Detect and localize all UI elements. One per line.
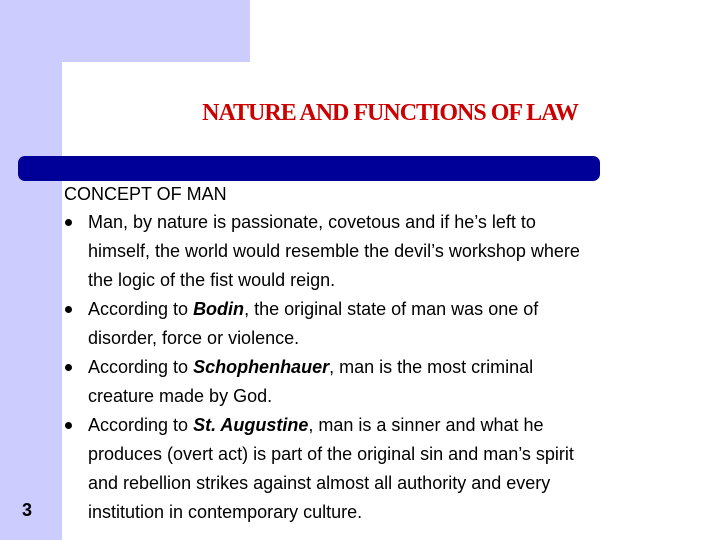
bullet-line: institution in contemporary culture. [88, 502, 363, 522]
slide-content [62, 181, 708, 527]
bullet-line [88, 353, 708, 382]
bullet-text: According to [88, 415, 194, 435]
bullet-text: , the original state of man was one of [244, 299, 539, 319]
emphasized-name: Schophenhauer [193, 357, 330, 377]
bullet-line: disorder, force or violence. [88, 328, 300, 348]
emphasized-name: Bodin [193, 299, 245, 319]
bullet-line: creature made by God. [88, 386, 273, 406]
bullet-text: According to [88, 299, 194, 319]
slide-title: NATURE AND FUNCTIONS OF LAW [202, 100, 578, 126]
bullet-dot-icon [65, 219, 72, 226]
section-heading: CONCEPT OF MAN [64, 184, 227, 204]
emphasized-name: St. Augustine [193, 415, 309, 435]
bullet-dot-icon [65, 422, 72, 429]
bullet-dot-icon [65, 364, 72, 371]
decorative-left-block [0, 0, 62, 540]
bullet-text: , man is a sinner and what he [308, 415, 544, 435]
bullet-item-schophenhauer [62, 353, 708, 411]
bullet-text: , man is the most criminal [329, 357, 534, 377]
bullet-item-nature [62, 208, 708, 295]
bullet-text: According to [88, 357, 194, 377]
bullet-dot-icon [65, 306, 72, 313]
bullet-line: produces (overt act) is part of the original sin and man’s spirit [88, 444, 574, 464]
bullet-line: Man, by nature is passionate, covetous and if he’s left to [88, 212, 536, 232]
bullet-list [62, 208, 708, 527]
bullet-line: the logic of the fist would reign. [88, 270, 336, 290]
bullet-item-augustine [62, 411, 708, 527]
page-number: 3 [22, 500, 33, 520]
bullet-item-bodin [62, 295, 708, 353]
title-underline-bar [18, 156, 600, 181]
bullet-line: and rebellion strikes against almost all authority and every [88, 473, 551, 493]
bullet-line: himself, the world would resemble the devil’s workshop where [88, 241, 580, 261]
bullet-line [88, 295, 708, 324]
bullet-line [88, 411, 708, 440]
